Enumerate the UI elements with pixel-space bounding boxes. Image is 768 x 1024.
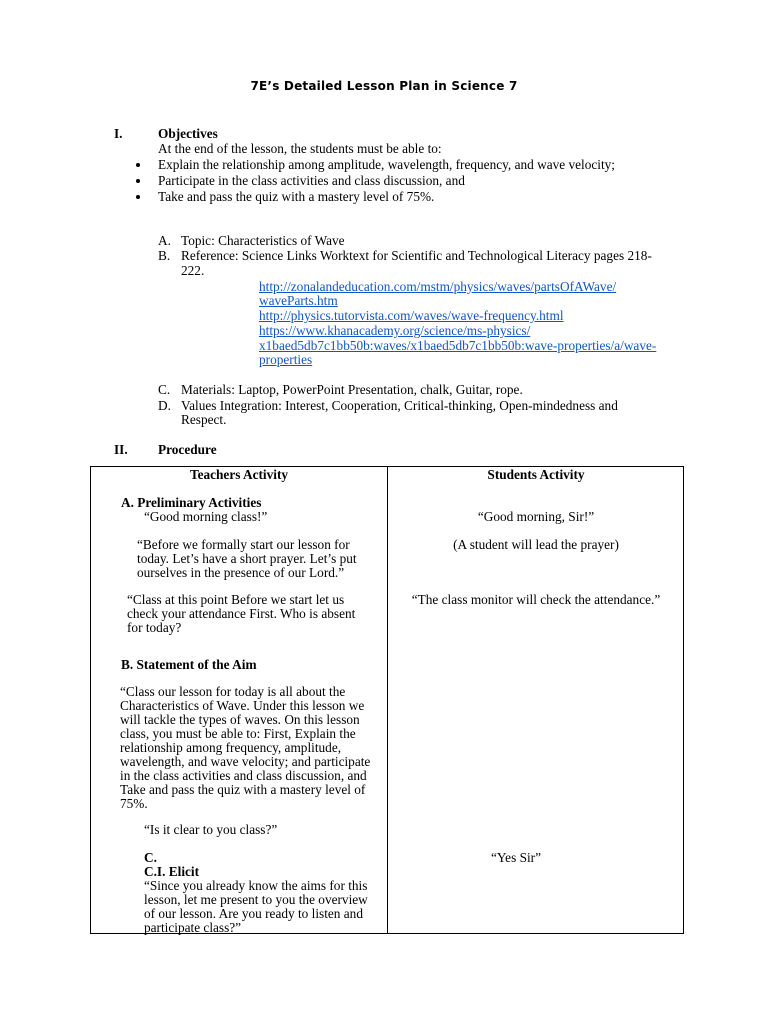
list-letter-c: C. <box>158 382 171 397</box>
teacher-aim-line: Characteristics of Wave. Under this lesson we <box>120 698 365 713</box>
reference-link-tutorvista[interactable]: http://physics.tutorvista.com/waves/wave-frequency.html <box>259 308 564 323</box>
reference-link-khanacademy[interactable]: https://www.khanacademy.org/science/ms-physics/ <box>259 323 531 338</box>
list-letter-d: D. <box>158 398 171 413</box>
objectives-intro: At the end of the lesson, the students must be able to: <box>158 141 442 156</box>
statement-of-aim-heading: B. Statement of the Aim <box>121 657 257 672</box>
teacher-elicit-line: participate class?” <box>144 920 242 935</box>
values-text-continued: Respect. <box>181 412 227 427</box>
student-attendance: “The class monitor will check the attendance.” <box>411 592 661 607</box>
student-prayer: (A student will lead the prayer) <box>453 537 619 552</box>
objective-item: Participate in the class activities and class discussion, and <box>158 173 465 188</box>
teacher-aim-line: class, you must be able to: First, Explain the <box>120 726 356 741</box>
procedure-heading: Procedure <box>158 442 217 457</box>
bullet-icon <box>136 179 140 183</box>
teacher-attendance-line: check your attendance First. Who is absent <box>127 606 356 621</box>
teacher-aim-line: will tackle the types of waves. On this lesson <box>120 712 360 727</box>
teacher-aim-line: relationship among frequency, amplitude, <box>120 740 342 755</box>
procedure-table <box>90 466 684 934</box>
reference-link-zonal[interactable]: http://zonalandeducation.com/mstm/physics/waves/partsOfAWave/ <box>259 279 617 294</box>
objective-item: Explain the relationship among amplitude, wavelength, frequency, and wave velocity; <box>158 157 615 172</box>
topic-text: Topic: Characteristics of Wave <box>181 233 345 248</box>
section-numeral-procedure: II. <box>114 442 128 457</box>
list-letter-b: B. <box>158 248 171 263</box>
list-letter-a: A. <box>158 233 171 248</box>
objectives-heading: Objectives <box>158 126 218 141</box>
values-text: Values Integration: Interest, Cooperation, Critical-thinking, Open-mindedness and <box>181 398 618 413</box>
bullet-icon <box>136 195 140 199</box>
reference-link-khanacademy-continued[interactable]: x1baed5db7c1bb50b:waves/x1baed5db7c1bb50b:wave-properties/a/wave- <box>259 338 657 353</box>
teacher-prayer-line: ourselves in the presence of our Lord.” <box>137 565 345 580</box>
elicit-heading: C.I. Elicit <box>144 864 200 879</box>
teacher-prayer-line: today. Let’s have a short prayer. Let’s put <box>137 551 357 566</box>
teacher-elicit-line: “Since you already know the aims for this <box>144 878 368 893</box>
teacher-elicit-line: of our lesson. Are you ready to listen and <box>144 906 363 921</box>
section-c-label: C. <box>144 850 157 865</box>
bullet-icon <box>136 163 140 167</box>
teacher-aim-line: Take and pass the quiz with a mastery level of <box>120 782 366 797</box>
teacher-aim-line: wavelength, and wave velocity; and participate <box>120 754 371 769</box>
teachers-activity-header: Teachers Activity <box>189 467 289 482</box>
student-yes-sir: “Yes Sir” <box>491 850 541 865</box>
teacher-aim-line: 75%. <box>120 796 148 811</box>
materials-text: Materials: Laptop, PowerPoint Presentation, chalk, Guitar, rope. <box>181 382 523 397</box>
student-greeting: “Good morning, Sir!” <box>477 509 595 524</box>
reference-text-continued: 222. <box>181 263 205 278</box>
teacher-aim-line: in the class activities and class discussion, and <box>120 768 367 783</box>
teacher-greeting: “Good morning class!” <box>144 509 268 524</box>
objective-item: Take and pass the quiz with a mastery level of 75%. <box>158 189 435 204</box>
teacher-clear-question: “Is it clear to you class?” <box>144 822 278 837</box>
students-activity-header: Students Activity <box>487 467 585 482</box>
reference-link-khanacademy-end[interactable]: properties <box>259 352 313 367</box>
section-numeral-objectives: I. <box>114 126 123 141</box>
teacher-aim-line: “Class our lesson for today is all about the <box>120 684 346 699</box>
teacher-prayer-line: “Before we formally start our lesson for <box>137 537 350 552</box>
teacher-attendance-line: “Class at this point Before we start let us <box>127 592 345 607</box>
teacher-elicit-line: lesson, let me present to you the overview <box>144 892 368 907</box>
reference-text: Reference: Science Links Worktext for Scientific and Technological Literacy pages 218- <box>181 248 652 263</box>
preliminary-activities-heading: A. Preliminary Activities <box>121 495 262 510</box>
teacher-attendance-line: for today? <box>127 620 182 635</box>
document-title: 7E’s Detailed Lesson Plan in Science 7 <box>250 79 518 93</box>
reference-link-zonal-continued[interactable]: waveParts.htm <box>259 293 338 308</box>
